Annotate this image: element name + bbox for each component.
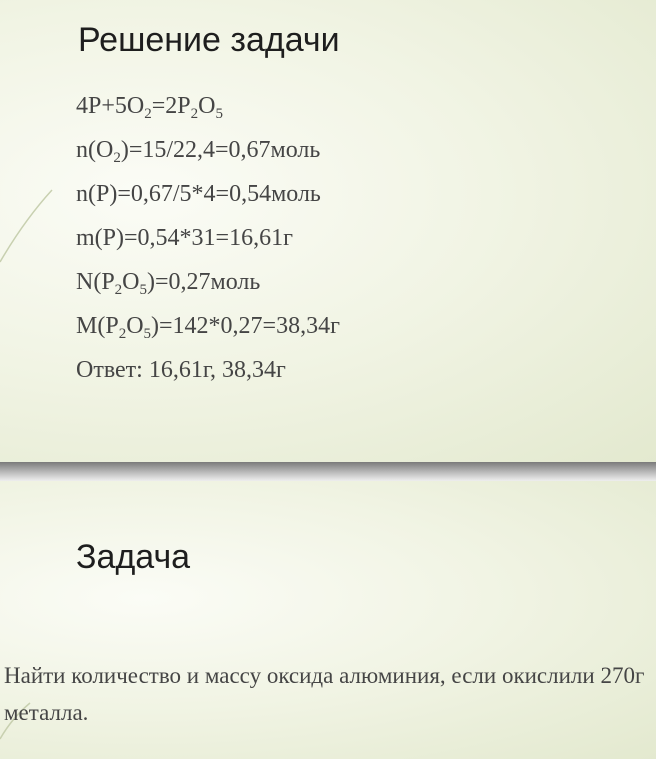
- subscript: 2: [114, 282, 123, 298]
- phosphorus-mass-line: [76, 216, 340, 260]
- slide-title: Решение задачи: [78, 21, 340, 59]
- subscript: 2: [144, 106, 152, 122]
- formula-text: 4P+5O: [76, 93, 145, 119]
- formula-text: m(P)=0,54*31=16,61г: [76, 225, 293, 251]
- subscript: 2: [113, 150, 121, 166]
- formula-text: n(O: [76, 137, 114, 163]
- oxide-moles-line: [76, 260, 340, 304]
- formula-text: )=15/22,4=0,67моль: [120, 137, 321, 163]
- solution-lines: [76, 84, 340, 392]
- slide-separator: [0, 462, 656, 481]
- oxygen-moles-line: [76, 128, 340, 172]
- formula-text: =2P: [151, 93, 191, 119]
- formula-text: N(P: [76, 269, 115, 295]
- subscript: 5: [215, 106, 223, 122]
- formula-text: O: [198, 93, 216, 119]
- task-text: Найти количество и массу оксида алюминия, если окислили 270г металла.: [4, 663, 645, 725]
- reaction-equation-line: [76, 84, 340, 128]
- slide-title: Задача: [76, 538, 191, 576]
- phosphorus-moles-line: [76, 172, 340, 216]
- answer-line: [76, 348, 340, 392]
- formula-text: M(P: [76, 313, 119, 339]
- formula-text: n(P)=0,67/5*4=0,54моль: [76, 181, 321, 207]
- formula-text: O: [126, 313, 144, 339]
- subscript: 2: [118, 326, 127, 342]
- formula-text: O: [122, 269, 140, 295]
- subscript: 5: [143, 326, 152, 342]
- formula-text: )=142*0,27=38,34г: [151, 313, 340, 339]
- subscript: 2: [190, 106, 199, 122]
- subscript: 5: [139, 282, 148, 298]
- formula-text: )=0,27моль: [147, 269, 261, 295]
- task-slide: [0, 481, 656, 759]
- formula-text: Ответ: 16,61г, 38,34г: [76, 357, 286, 383]
- oxide-mass-line: [76, 304, 340, 348]
